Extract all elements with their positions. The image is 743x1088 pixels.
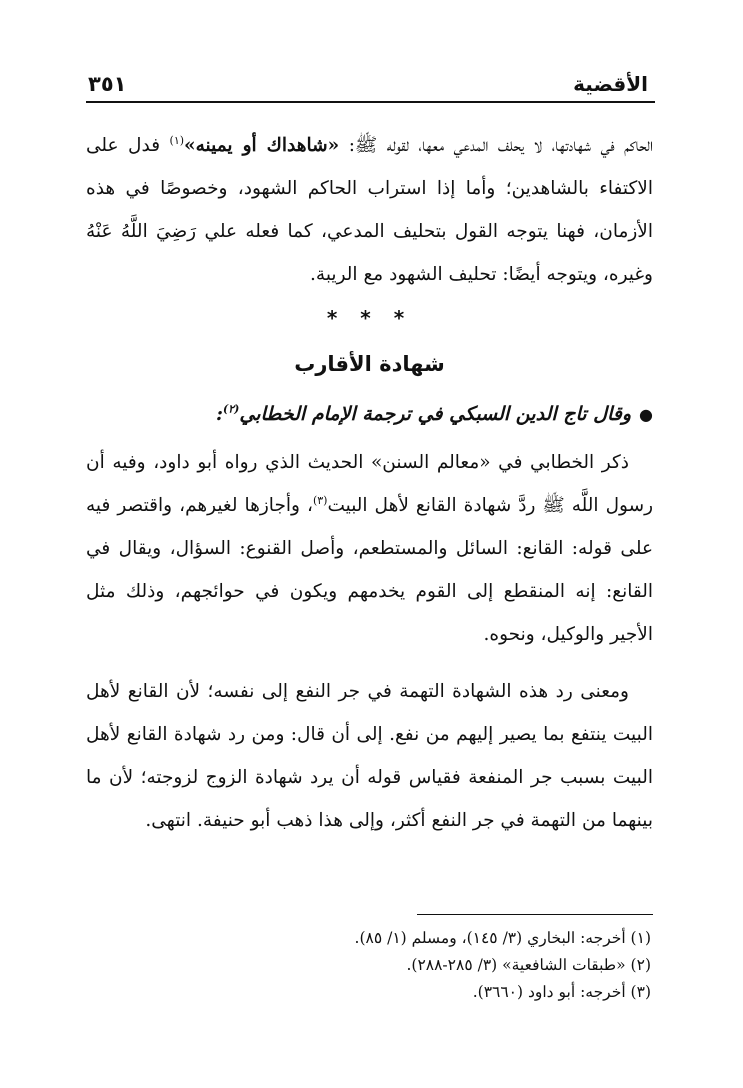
- footnote-2: (٢) «طبقات الشافعية» (٣/ ٢٨٥-٢٨٨).: [406, 956, 651, 974]
- main-text: [86, 124, 653, 842]
- paragraph-2-text-b: ، وأجازها لغيرهم، واقتصر فيه على قوله: القانع: السائل والمستطعم، وأصل القنوع: السؤال، ويقال في القانع: إنه المنقطع إلى القوم يخدمهم ويكون في حوائجهم، وذلك مثل الأجير والوكيل، ونحوه.: [86, 495, 653, 645]
- paragraph-1: [86, 124, 653, 296]
- page-number: ٣٥١: [88, 72, 127, 96]
- chapter-title: الأقضية: [573, 72, 648, 96]
- quote-introduction: [86, 392, 653, 437]
- paragraph-2: [86, 441, 653, 656]
- header-rule: [86, 101, 655, 103]
- paragraph-gap: [86, 656, 653, 670]
- quote-intro-colon: :: [216, 403, 224, 425]
- footnote-3: (٣) أخرجه: أبو داود (٣٦٦٠).: [472, 983, 651, 1001]
- footnote-1: (١) أخرجه: البخاري (٣/ ١٤٥)، ومسلم (١/ ٨٥).: [354, 929, 651, 947]
- running-header: [88, 60, 648, 96]
- paragraph-3: ومعنى رد هذه الشهادة التهمة في جر النفع إلى نفسه؛ لأن القانع لأهل البيت ينتفع بما يصير إليهم من نفع. إلى أن قال: ومن رد شهادة القانع لأهل البيت بسبب جر المنفعة فقياس قوله أن يرد شهادة الزوج لزوجته؛ لأن ما بينهما من التهمة في جر النفع أكثر، وإلى هذا ذهب أبو حنيفة. انتهى.: [86, 681, 653, 831]
- bullet-icon: ●: [639, 405, 653, 424]
- footnote-ref-3: (٣): [312, 493, 328, 507]
- quote-intro-text: وقال تاج الدين السبكي في ترجمة الإمام الخطابي: [239, 403, 632, 425]
- hadith-quote: «شاهداك أو يمينه»: [184, 135, 340, 156]
- paragraph-2-text-a: ذكر الخطابي في «معالم السنن» الحديث الذي رواه أبو داود، وفيه أن رسول اللَّه ﷺ ردَّ شهادة القانع لأهل البيت: [86, 452, 654, 516]
- paragraph-1-text-a: الحاكم في شهادتها، لا يحلف المدعي معها، لقوله ﷺ:: [339, 135, 654, 156]
- section-separator: * * *: [326, 306, 413, 330]
- footnotes: [90, 925, 651, 1006]
- footnote-ref-1: (١): [169, 133, 185, 147]
- footnote-rule: [417, 914, 653, 915]
- section-heading: شهادة الأقارب: [294, 352, 445, 376]
- paragraph-1-text-b: فدل على الاكتفاء بالشاهدين؛ وأما إذا استراب الحاكم الشهود، وخصوصًا في هذه الأزمان، فهنا يتوجه القول بتحليف المدعي، كما فعله علي رَضِيَ اللَّهُ عَنْهُ وغيره، ويتوجه أيضًا: تحليف الشهود مع الريبة.: [86, 135, 653, 285]
- footnote-ref-2: (٢): [223, 402, 240, 416]
